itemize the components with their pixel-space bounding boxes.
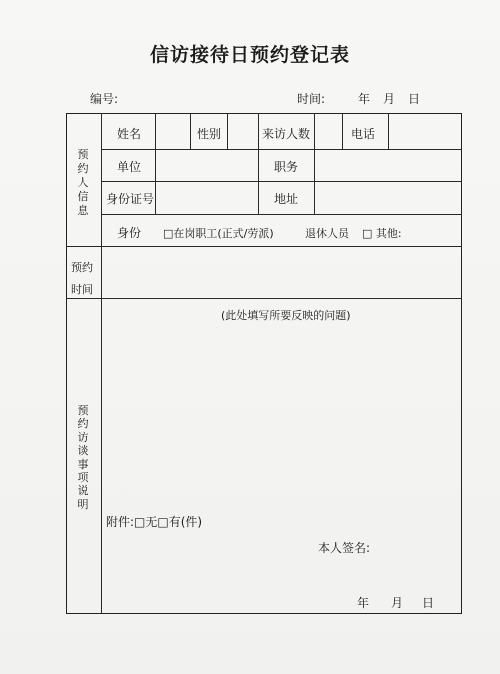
column-divider bbox=[342, 113, 343, 149]
phone-label: 电话 bbox=[351, 127, 376, 141]
identity-option-retired[interactable]: 退休人员 bbox=[305, 227, 349, 240]
section-divider bbox=[66, 246, 462, 247]
appointment-time-label-2: 时间 bbox=[71, 283, 93, 296]
appointment-time-label-1: 预约 bbox=[71, 261, 93, 274]
column-divider bbox=[227, 113, 228, 149]
gender-label: 性别 bbox=[197, 127, 222, 141]
section-divider bbox=[66, 298, 462, 299]
column-divider bbox=[155, 113, 156, 214]
info-section-label: 预 约 人 信 息 bbox=[77, 148, 89, 217]
form-table bbox=[66, 113, 462, 614]
position-label: 职务 bbox=[274, 160, 299, 174]
time-label: 时间: bbox=[297, 92, 326, 106]
attachment-label[interactable]: 附件:□无□有(件) bbox=[106, 515, 203, 529]
footer-month: 月 bbox=[391, 596, 404, 610]
column-divider bbox=[314, 113, 315, 214]
id-number-label: 身份证号 bbox=[106, 192, 155, 206]
identity-label: 身份 bbox=[117, 226, 142, 240]
label-column-divider bbox=[101, 113, 102, 614]
unit-label: 单位 bbox=[117, 160, 142, 174]
footer-year: 年 bbox=[357, 596, 370, 610]
number-label: 编号: bbox=[90, 92, 119, 106]
header-month: 月 bbox=[383, 92, 396, 106]
header-year: 年 bbox=[358, 92, 371, 106]
row-divider bbox=[101, 214, 462, 215]
header-day: 日 bbox=[408, 92, 421, 106]
address-label: 地址 bbox=[274, 192, 299, 206]
matter-section-label: 预 约 访 谈 事 项 说 明 bbox=[77, 404, 89, 511]
matter-hint: (此处填写所要反映的问题) bbox=[221, 309, 351, 322]
signature-label: 本人签名: bbox=[318, 541, 371, 555]
form-title: 信访接待日预约登记表 bbox=[149, 44, 350, 66]
visitor-count-label: 来访人数 bbox=[262, 127, 311, 141]
column-divider bbox=[190, 113, 191, 149]
footer-day: 日 bbox=[422, 596, 435, 610]
column-divider bbox=[388, 113, 389, 149]
column-divider bbox=[258, 113, 259, 214]
identity-option-employee[interactable]: □在岗职工(正式/劳派) bbox=[163, 227, 274, 240]
name-label: 姓名 bbox=[117, 127, 142, 141]
identity-option-other[interactable]: □ 其他: bbox=[362, 227, 402, 240]
